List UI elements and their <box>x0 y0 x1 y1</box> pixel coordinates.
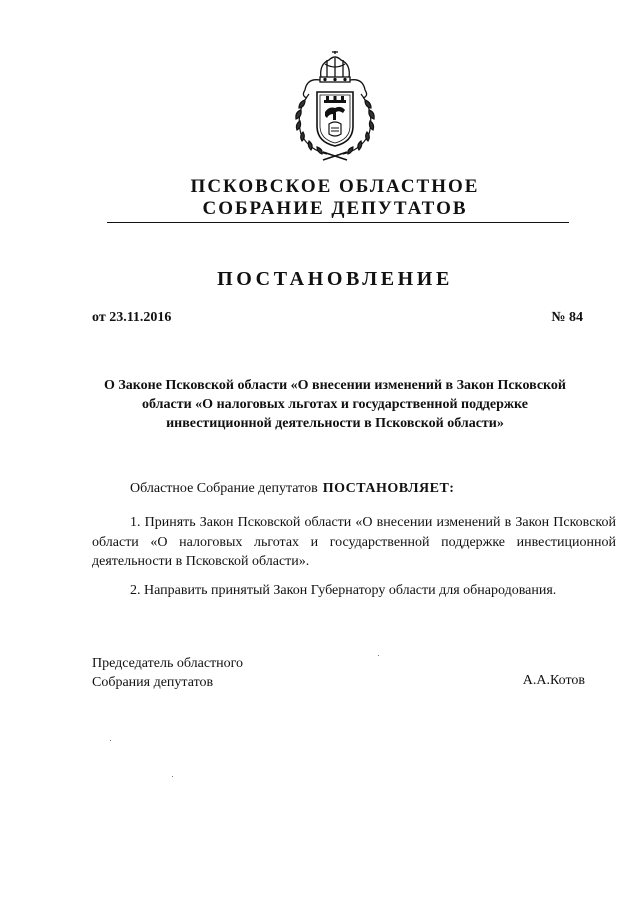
org-name-line1: ПСКОВСКОЕ ОБЛАСТНОЕ <box>190 176 480 197</box>
scan-speck <box>110 740 111 741</box>
preamble-resolves: ПОСТАНОВЛЯЕТ: <box>322 481 455 496</box>
document-number: № 84 <box>551 310 583 325</box>
org-name-line2: СОБРАНИЕ ДЕПУТАТОВ <box>202 198 468 219</box>
header-divider <box>107 222 569 223</box>
resolution-item-2: 2. Направить принятый Закон Губернатору области для обнародования. <box>130 583 557 598</box>
subject-line: инвестиционной деятельности в Псковской области» <box>166 416 504 431</box>
pskov-oblast-coat-of-arms-icon <box>285 50 385 162</box>
scan-speck <box>378 655 379 656</box>
scan-speck <box>172 776 173 777</box>
signer-position-line: Председатель областного <box>92 656 244 671</box>
signer-name: А.А.Котов <box>522 673 585 688</box>
document-subject <box>90 376 580 433</box>
signer-position-line: Собрания депутатов <box>92 675 214 690</box>
subject-line: области «О налоговых льготах и государственной поддержке <box>142 397 528 412</box>
preamble-text: Областное Собрание депутатов <box>130 481 318 496</box>
signer-position <box>92 654 243 692</box>
document-date: от 23.11.2016 <box>92 310 172 325</box>
resolution-preamble <box>130 481 454 497</box>
document-type-title: ПОСТАНОВЛЕНИЕ <box>217 268 453 290</box>
subject-line: О Законе Псковской области «О внесении изменений в Закон Псковской <box>104 378 566 393</box>
resolution-item-1: 1. Принять Закон Псковской области «О внесении изменений в Закон Псковской области «О налоговых льготах и государственной поддержке инвестиционной деятельности в Псковской области». <box>92 515 616 569</box>
